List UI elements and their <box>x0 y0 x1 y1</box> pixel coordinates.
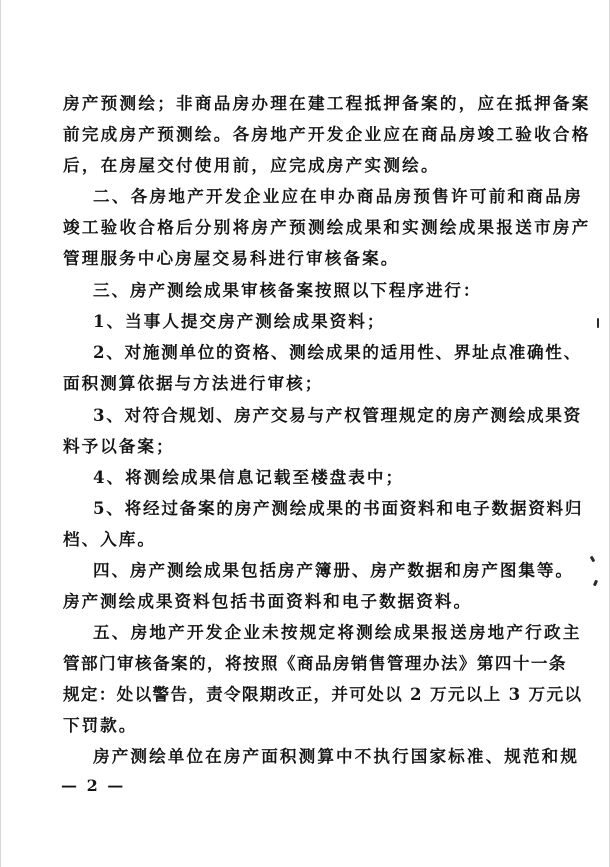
body-line: 规定：处以警告，责令限期改正，并可处以 2 万元以上 3 万元以 <box>63 684 583 704</box>
body-line: 前完成房产预测绘。各房地产开发企业应在商品房竣工验收合格 <box>63 124 591 144</box>
procedure-item-5-cont: 档、入库。 <box>63 529 156 549</box>
page-number: — 2 — <box>61 776 126 795</box>
procedure-item-5: 5、将经过备案的房产测绘成果的书面资料和电子数据资料归 <box>93 498 584 518</box>
scan-speck <box>597 318 599 328</box>
procedure-item-2-cont: 面积测算依据与方法进行审核； <box>63 373 324 393</box>
body-line: 管部门审核备案的，将按照《商品房销售管理办法》第四十一条 <box>63 653 567 673</box>
procedure-item-3: 3、对符合规划、房产交易与产权管理规定的房产测绘成果资 <box>93 405 582 425</box>
procedure-item-1: 1、当事人提交房产测绘成果资料； <box>93 311 386 331</box>
section-five-line: 五、房地产开发企业未按规定将测绘成果报送房地产行政主 <box>93 622 582 642</box>
body-line: 房产测绘成果资料包括书面资料和电子数据资料。 <box>63 591 473 611</box>
body-line: 管理服务中心房屋交易科进行审核备案。 <box>63 248 400 268</box>
body-line: 竣工验收合格后分别将房产预测绘成果和实测绘成果报送市房产 <box>63 217 591 237</box>
body-line: 后，在房屋交付使用前，应完成房产实测绘。 <box>63 155 440 175</box>
section-four-line: 四、房产测绘成果包括房产簿册、房产数据和房产图集等。 <box>93 560 574 580</box>
section-two-heading-line: 二、各房地产开发企业应在申办商品房预售许可前和商品房 <box>93 186 583 206</box>
body-line: 房产预测绘；非商品房办理在建工程抵押备案的，应在抵押备案 <box>63 93 591 113</box>
procedure-item-4: 4、将测绘成果信息记载至楼盘表中； <box>93 467 405 487</box>
scan-speck <box>593 580 598 587</box>
scan-speck <box>590 556 596 563</box>
section-three-heading-line: 三、房产测绘成果审核备案按照以下程序进行： <box>93 280 482 300</box>
procedure-item-2: 2、对施测单位的资格、测绘成果的适用性、界址点准确性、 <box>93 342 582 362</box>
body-line: 下罚款。 <box>63 715 138 735</box>
procedure-item-3-cont: 料予以备案； <box>63 436 175 456</box>
body-line: 房产测绘单位在房产面积测算中不执行国家标准、规范和规 <box>93 746 580 766</box>
